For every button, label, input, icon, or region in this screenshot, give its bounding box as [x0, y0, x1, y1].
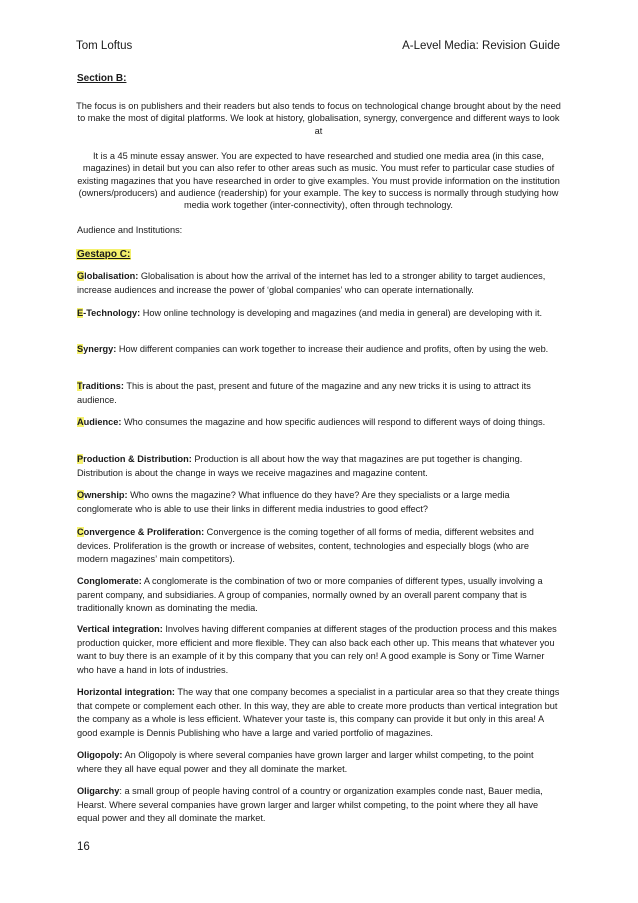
term-entry [77, 343, 561, 357]
term-entry [77, 749, 561, 776]
term-heading [77, 527, 204, 537]
term-entry [77, 575, 561, 616]
term-heading-text: lobalisation: [84, 271, 139, 281]
term-definition: An Oligopoly is where several companies have grown larger and larger whilst competing, to the point where they all have equal power and they all dominate the market. [77, 750, 534, 774]
term-heading-text: roduction & Distribution: [83, 454, 192, 464]
term-initial-highlight: T [77, 381, 83, 391]
term-entry [77, 270, 561, 297]
term-heading-text: Vertical integration: [77, 624, 163, 634]
term-heading [77, 417, 121, 427]
term-entry [77, 307, 561, 321]
term-definition: How online technology is developing and magazines (and media in general) are developing with it. [140, 308, 543, 318]
term-entry [77, 785, 561, 826]
term-definition: The way that one company becomes a specialist in a particular area so that they create things that compete or complement each other. In this way, they are able to create more products than vertical integration but the company as a whole is less efficient. Whatever your taste is, this company can provide it but only in this area! A good example is Dennis Publishing who have a large and varied portfolio of magazines. [77, 687, 560, 738]
term-definition: Who consumes the magazine and how specific audiences will respond to different ways of doing things. [121, 417, 546, 427]
gestapo-label: Gestapo C: [77, 249, 131, 260]
term-heading [77, 576, 142, 586]
term-heading [77, 750, 122, 760]
term-entry [77, 526, 561, 567]
term-entry [77, 453, 561, 480]
term-heading-text: ynergy: [83, 344, 117, 354]
term-entry [77, 623, 561, 677]
term-heading-text: -Technology: [83, 308, 141, 318]
term-entry [77, 416, 561, 430]
subheading: Audience and Institutions: [77, 225, 183, 235]
intro-paragraph: The focus is on publishers and their readers but also tends to focus on technological change brought about by the need to make the most of digital platforms. We look at history, globalisation, synergy, convergence and different ways to look at [76, 101, 561, 136]
term-definition: A conglomerate is the combination of two or more companies of different types, usually involving a parent company, and subsidiaries. A group of companies, normally owned by an overall parent company that is traditionally known as dominating the media. [77, 576, 543, 614]
term-heading [77, 624, 163, 634]
term-definition: Convergence is the coming together of all forms of media, different websites and devices. Proliferation is the growth or increase of websites, content, technologies and especially blogs (who are modern magazines’ main competitors). [77, 527, 534, 565]
term-definition: How different companies can work together to increase their audience and profits, often by using the web. [116, 344, 549, 354]
term-initial-highlight: P [77, 454, 84, 464]
term-definition: Involves having different companies at different stages of the production process and this makes production quicker, more efficient and more flexible. They can also back each other up. This means that whatever you want to buy there is an example of it by this company that you can rely on! A good example is Sony or Time Warner who have a hand in lots of industries. [77, 624, 557, 675]
page-header [76, 40, 560, 56]
term-definition: Production is all about how the way that magazines are put together is changing. Distribution is about the change in ways we receive magazines and magazine content. [77, 454, 523, 478]
term-initial-highlight: E [77, 308, 84, 318]
section-title: Section B: [77, 73, 127, 84]
term-initial-highlight: S [77, 344, 84, 354]
term-heading-text: Horizontal integration: [77, 687, 175, 697]
term-heading-text: raditions: [82, 381, 124, 391]
term-heading [77, 381, 124, 391]
term-heading-text: wnership: [84, 490, 128, 500]
term-definition: This is about the past, present and future of the magazine and any new tricks it is using to attract its audience. [77, 381, 531, 405]
term-heading [77, 271, 138, 281]
term-heading [77, 490, 128, 500]
term-heading [77, 687, 175, 697]
term-heading [77, 308, 140, 318]
term-definition: Globalisation is about how the arrival of the internet has led to a stronger ability to target audiences, increase audiences and increase the power of ‘global companies’ who can operate internationally. [77, 271, 546, 295]
term-entry [77, 380, 561, 407]
term-initial-highlight: G [77, 271, 85, 281]
term-definition: Who owns the magazine? What influence do they have? Are they specialists or a large media conglomerate who is able to use their links in different media industries to good effect? [77, 490, 510, 514]
term-initial-highlight: C [77, 527, 84, 537]
page-number: 16 [77, 841, 90, 853]
term-heading-text: udience: [83, 417, 122, 427]
header-author: Tom Loftus [76, 40, 133, 52]
intro-paragraph: It is a 45 minute essay answer. You are expected to have researched and studied one media area (in this case, magazines) in detail but you can also refer to other areas such as music. You must refer to particular case studies of existing magazines that you have researched in order to give examples. You must provide information on the institution (owners/producers) and audience (readership) for your example. The key to success is normally through studying how media work together (inter-connectivity), often through technology. [77, 151, 560, 211]
term-definition: : a small group of people having control of a country or organization examples conde nast, Bauer media, Hearst. Where several companies have grown larger and larger whilst competing, to the point where they all have equal power and they all dominate the market. [77, 786, 543, 824]
term-entry [77, 489, 561, 516]
term-initial-highlight: A [77, 417, 84, 427]
term-entry [77, 686, 561, 740]
header-guide-title: A-Level Media: Revision Guide [402, 40, 560, 52]
term-heading-text: Conglomerate: [77, 576, 142, 586]
term-heading-text: Oligopoly: [77, 750, 123, 760]
term-heading [77, 454, 192, 464]
term-heading-text: Oligarchy [77, 786, 120, 796]
term-initial-highlight: O [77, 490, 85, 500]
term-heading-text: onvergence & Proliferation: [83, 527, 205, 537]
term-heading [77, 344, 116, 354]
term-heading [77, 786, 119, 796]
